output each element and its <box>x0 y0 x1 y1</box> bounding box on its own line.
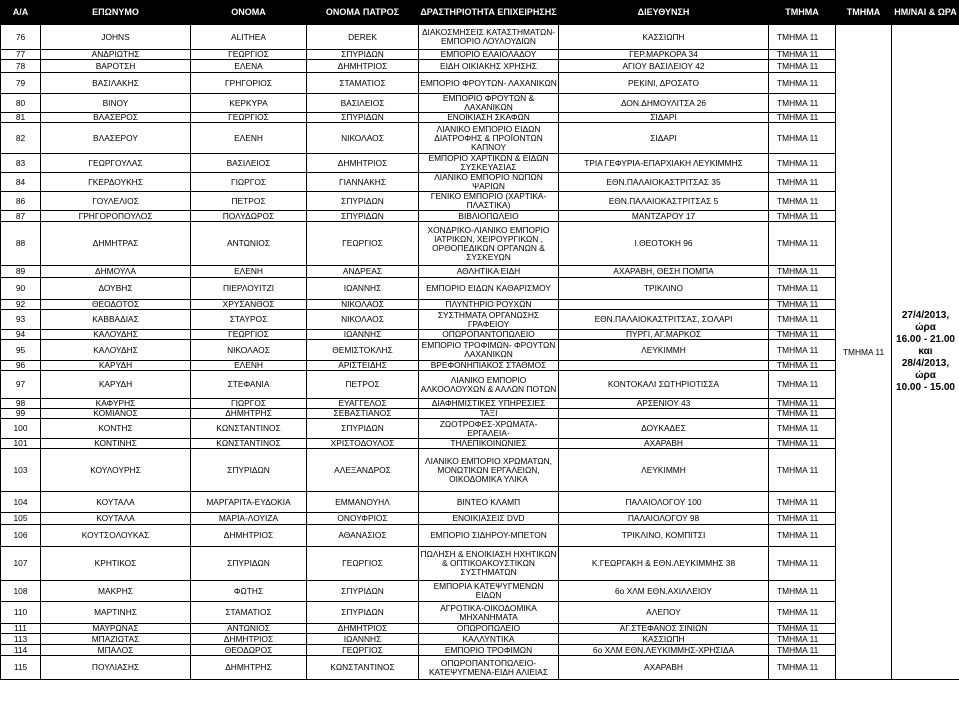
table-row <box>1 266 959 278</box>
table-row <box>1 73 959 94</box>
cell-address: ΚΟΝΤΟΚΑΛΙ ΣΩΤΗΡΙΟΤΙΣΣΑ <box>559 371 769 399</box>
cell-surname: ΚΟΜΙΑΝΟΣ <box>41 409 191 419</box>
cell-surname: ΚΑΡΥΔΗ <box>41 361 191 371</box>
cell-surname: ΚΡΗΤΙΚΟΣ <box>41 547 191 581</box>
cell-father: ΝΙΚΟΛΑΟΣ <box>307 123 419 154</box>
cell-name: ΠΕΤΡΟΣ <box>191 192 307 211</box>
cell-dept: ΤΜΗΜΑ 11 <box>769 399 836 409</box>
cell-dept: ΤΜΗΜΑ 11 <box>769 449 836 492</box>
cell-activity: ΔΙΑΚΟΣΜΗΣΕΙΣ ΚΑΤΑΣΤΗΜΑΤΩΝ-ΕΜΠΟΡΙΟ ΛΟΥΛΟΥΔΙΩΝ <box>419 25 559 50</box>
cell-surname: ΚΟΥΤΣΟΛΟΥΚΑΣ <box>41 525 191 547</box>
cell-dept: ΤΜΗΜΑ 11 <box>769 513 836 525</box>
cell-dept: ΤΜΗΜΑ 11 <box>769 525 836 547</box>
cell-name: ΣΤΕΦΑΝΙΑ <box>191 371 307 399</box>
table-row <box>1 310 959 330</box>
cell-activity: ΚΑΛΛΥΝΤΙΚΑ <box>419 634 559 645</box>
cell-address: ΑΡΣΕΝΙΟΥ 43 <box>559 399 769 409</box>
cell-activity: ΒΙΝΤΕΟ ΚΛΑΜΠ <box>419 492 559 513</box>
cell-address: ΣΙΔΑΡΙ <box>559 123 769 154</box>
cell-address: ΤΡΙΚΛΙΝΟ, ΚΟΜΠΙΤΣΙ <box>559 525 769 547</box>
cell-surname: ΔΗΜΟΥΛΑ <box>41 266 191 278</box>
schedule-cell <box>892 25 959 680</box>
cell-father: ΙΩΑΝΝΗΣ <box>307 634 419 645</box>
cell-address: ΚΑΣΣΙΩΠΗ <box>559 25 769 50</box>
table-row <box>1 439 959 449</box>
cell-address: ΑΓΙΟΥ ΒΑΣΙΛΕΙΟΥ 42 <box>559 60 769 73</box>
cell-address: ΑΧΑΡΑΒΗ, ΘΕΣΗ ΠΟΜΠΑ <box>559 266 769 278</box>
cell-activity: ΕΜΠΟΡΙΟ ΤΡΟΦΙΜΩΝ- ΦΡΟΥΤΩΝ ΛΑΧΑΝΙΚΩΝ <box>419 340 559 361</box>
cell-address: 6ο ΧΛΜ ΕΘΝ.ΑΧΙΛΛΕΙΟΥ <box>559 581 769 602</box>
cell-aa: 76 <box>1 25 41 50</box>
cell-dept: ΤΜΗΜΑ 11 <box>769 492 836 513</box>
cell-dept: ΤΜΗΜΑ 11 <box>769 656 836 680</box>
cell-surname: ΘΕΟΔΟΤΟΣ <box>41 300 191 310</box>
cell-address: ΕΘΝ.ΠΑΛΑΙΟΚΑΣΤΡΙΤΣΑΣ 5 <box>559 192 769 211</box>
cell-father: ΙΩΑΝΝΗΣ <box>307 278 419 300</box>
cell-activity: ΠΩΛΗΣΗ & ΕΝΟΙΚΙΑΣΗ ΗΧΗΤΙΚΩΝ & ΟΠΤΙΚΟΑΚΟΥΣΤΙΚΩΝ ΣΥΣΤΗΜΑΤΩΝ <box>419 547 559 581</box>
cell-father: ΟΝΟΥΦΡΙΟΣ <box>307 513 419 525</box>
cell-dept: ΤΜΗΜΑ 11 <box>769 60 836 73</box>
table-row <box>1 173 959 192</box>
cell-surname: ΜΠΑΖΙΩΤΑΣ <box>41 634 191 645</box>
table-row <box>1 513 959 525</box>
cell-aa: 111 <box>1 624 41 634</box>
cell-name: ΓΕΩΡΓΙΟΣ <box>191 50 307 60</box>
cell-activity: ΕΜΠΟΡΙΟ ΤΡΟΦΙΜΩΝ <box>419 645 559 656</box>
cell-activity: ΖΩΟΤΡΟΦΕΣ-ΧΡΩΜΑΤΑ- ΕΡΓΑΛΕΙΑ- <box>419 419 559 439</box>
cell-name: ΦΩΤΗΣ <box>191 581 307 602</box>
cell-aa: 80 <box>1 94 41 113</box>
cell-father: ΣΠΥΡΙΔΩΝ <box>307 602 419 624</box>
cell-aa: 97 <box>1 371 41 399</box>
cell-address: ΑΧΑΡΑΒΗ <box>559 439 769 449</box>
cell-aa: 105 <box>1 513 41 525</box>
cell-father: ΓΕΩΡΓΙΟΣ <box>307 222 419 266</box>
cell-name: ΧΡΥΣΑΝΘΟΣ <box>191 300 307 310</box>
cell-activity: ΕΜΠΟΡΙΟ ΦΡΟΥΤΩΝ- ΛΑΧΑΝΙΚΩΝ <box>419 73 559 94</box>
cell-name: ΕΛΕΝΗ <box>191 266 307 278</box>
cell-surname: ΜΑΚΡΗΣ <box>41 581 191 602</box>
cell-father: ΑΛΕΞΑΝΔΡΟΣ <box>307 449 419 492</box>
cell-aa: 90 <box>1 278 41 300</box>
cell-address: ΑΧΑΡΑΒΗ <box>559 656 769 680</box>
cell-father: ΣΠΥΡΙΔΩΝ <box>307 192 419 211</box>
cell-aa: 103 <box>1 449 41 492</box>
table-row <box>1 222 959 266</box>
cell-aa: 104 <box>1 492 41 513</box>
group-dept-cell: ΤΜΗΜΑ 11 <box>836 25 892 680</box>
cell-aa: 115 <box>1 656 41 680</box>
cell-dept: ΤΜΗΜΑ 11 <box>769 154 836 173</box>
cell-activity: ΤΑΞΙ <box>419 409 559 419</box>
cell-name: ΠΟΛΥΔΩΡΟΣ <box>191 211 307 222</box>
table-row <box>1 94 959 113</box>
cell-dept: ΤΜΗΜΑ 11 <box>769 73 836 94</box>
cell-aa: 78 <box>1 60 41 73</box>
cell-surname: ΜΑΡΤΙΝΗΣ <box>41 602 191 624</box>
cell-dept: ΤΜΗΜΑ 11 <box>769 409 836 419</box>
cell-activity: ΛΙΑΝΙΚΟ ΕΜΠΟΡΙΟ ΝΩΠΩΝ ΨΑΡΙΩΝ <box>419 173 559 192</box>
cell-name: ΔΗΜΗΤΡΗΣ <box>191 409 307 419</box>
table-row <box>1 419 959 439</box>
cell-name: ΠΙΕΡΛΟΥΙΤΖΙ <box>191 278 307 300</box>
cell-activity: ΣΥΣΤΗΜΑΤΑ ΟΡΓΑΝΩΣΗΣ ΓΡΑΦΕΙΟΥ <box>419 310 559 330</box>
cell-father: ΕΜΜΑΝΟΥΗΛ <box>307 492 419 513</box>
table-row <box>1 399 959 409</box>
cell-address: ΤΡΙΑ ΓΕΦΥΡΙΑ-ΕΠΑΡΧΙΑΚΗ ΛΕΥΚΙΜΜΗΣ <box>559 154 769 173</box>
cell-address: ΔΟΥΚΑΔΕΣ <box>559 419 769 439</box>
cell-dept: ΤΜΗΜΑ 11 <box>769 94 836 113</box>
cell-dept: ΤΜΗΜΑ 11 <box>769 50 836 60</box>
table-row <box>1 60 959 73</box>
cell-surname: ΑΝΔΡΙΩΤΗΣ <box>41 50 191 60</box>
cell-name: ΓΕΩΡΓΙΟΣ <box>191 113 307 123</box>
schedule-date1: 27/4/2013, ώρα <box>901 310 950 333</box>
cell-father: DEREK <box>307 25 419 50</box>
cell-name: ΓΕΩΡΓΙΟΣ <box>191 330 307 340</box>
cell-dept: ΤΜΗΜΑ 11 <box>769 310 836 330</box>
cell-surname: ΚΑΒΒΑΔΙΑΣ <box>41 310 191 330</box>
table-row <box>1 656 959 680</box>
cell-surname: ΜΠΑΛΟΣ <box>41 645 191 656</box>
cell-activity: ΤΗΛΕΠΙΚΟΙΝΩΝΙΕΣ <box>419 439 559 449</box>
cell-address: ΠΑΛΑΙΟΛΟΓΟΥ 98 <box>559 513 769 525</box>
table-row <box>1 50 959 60</box>
cell-father: ΑΝΔΡΕΑΣ <box>307 266 419 278</box>
cell-address: ΕΘΝ.ΠΑΛΑΙΟΚΑΣΤΡΙΤΣΑΣ 35 <box>559 173 769 192</box>
cell-activity: ΕΜΠΟΡΙΟ ΣΙΔΗΡΟΥ-ΜΠΕΤΟΝ <box>419 525 559 547</box>
cell-father: ΝΙΚΟΛΑΟΣ <box>307 300 419 310</box>
cell-name: ΝΙΚΟΛΑΟΣ <box>191 340 307 361</box>
cell-address: ΑΓ.ΣΤΕΦΑΝΟΣ ΣΙΝΙΩΝ <box>559 624 769 634</box>
cell-father: ΣΠΥΡΙΔΩΝ <box>307 50 419 60</box>
cell-father: ΔΗΜΗΤΡΙΟΣ <box>307 154 419 173</box>
cell-father: ΔΗΜΗΤΡΙΟΣ <box>307 60 419 73</box>
table-row <box>1 525 959 547</box>
cell-surname: JOHNS <box>41 25 191 50</box>
table-row <box>1 278 959 300</box>
table-row <box>1 300 959 310</box>
cell-name: ALITHEA <box>191 25 307 50</box>
cell-surname: ΚΟΝΤΙΝΗΣ <box>41 439 191 449</box>
cell-name: ΕΛΕΝΑ <box>191 60 307 73</box>
cell-father: ΣΠΥΡΙΔΩΝ <box>307 113 419 123</box>
cell-father: ΕΥΑΓΓΕΛΟΣ <box>307 399 419 409</box>
cell-activity: ΕΜΠΟΡΙΟ ΕΙΔΩΝ ΚΑΘΑΡΙΣΜΟΥ <box>419 278 559 300</box>
cell-surname: ΠΟΥΛΙΑΣΗΣ <box>41 656 191 680</box>
table-row <box>1 645 959 656</box>
cell-father: ΣΤΑΜΑΤΙΟΣ <box>307 73 419 94</box>
cell-address <box>559 300 769 310</box>
cell-dept: ΤΜΗΜΑ 11 <box>769 547 836 581</box>
cell-surname: ΒΙΝΟΥ <box>41 94 191 113</box>
cell-activity: ΛΙΑΝΙΚΟ ΕΜΠΟΡΙΟ ΑΛΚΟΟΛΟΥΧΩΝ & ΑΛΛΩΝ ΠΟΤΩΝ <box>419 371 559 399</box>
cell-aa: 94 <box>1 330 41 340</box>
cell-father: ΣΠΥΡΙΔΩΝ <box>307 581 419 602</box>
cell-surname: ΓΕΩΡΓΟΥΛΑΣ <box>41 154 191 173</box>
cell-address: ΑΛΕΠΟΥ <box>559 602 769 624</box>
cell-aa: 82 <box>1 123 41 154</box>
cell-activity: ΕΜΠΟΡΙΟ ΕΛΑΙΟΛΑΔΟΥ <box>419 50 559 60</box>
cell-father: ΓΙΑΝΝΑΚΗΣ <box>307 173 419 192</box>
cell-name: ΑΝΤΩΝΙΟΣ <box>191 624 307 634</box>
cell-name: ΓΙΩΡΓΟΣ <box>191 173 307 192</box>
cell-address <box>559 409 769 419</box>
cell-activity: ΕΜΠΟΡΙΟ ΧΑΡΤΙΚΩΝ & ΕΙΔΩΝ ΣΥΣΚΕΥΑΣΙΑΣ <box>419 154 559 173</box>
cell-name: ΔΗΜΗΤΡΗΣ <box>191 656 307 680</box>
cell-dept: ΤΜΗΜΑ 11 <box>769 192 836 211</box>
cell-aa: 88 <box>1 222 41 266</box>
cell-name: ΣΤΑΜΑΤΙΟΣ <box>191 602 307 624</box>
cell-aa: 98 <box>1 399 41 409</box>
cell-name: ΚΩΝΣΤΑΝΤΙΝΟΣ <box>191 419 307 439</box>
schedule-and: και <box>918 346 933 357</box>
cell-aa: 92 <box>1 300 41 310</box>
table-row <box>1 547 959 581</box>
cell-name: ΚΩΝΣΤΑΝΤΙΝΟΣ <box>191 439 307 449</box>
cell-surname: ΚΟΥΛΟΥΡΗΣ <box>41 449 191 492</box>
table-row <box>1 211 959 222</box>
cell-dept: ΤΜΗΜΑ 11 <box>769 211 836 222</box>
cell-name: ΒΑΣΙΛΕΙΟΣ <box>191 154 307 173</box>
cell-name: ΑΝΤΩΝΙΟΣ <box>191 222 307 266</box>
cell-activity: ΛΙΑΝΙΚΟ ΕΜΠΟΡΙΟ ΕΙΔΩΝ ΔΙΑΤΡΟΦΗΣ & ΠΡΟΪΟΝΤΩΝ ΚΑΠΝΟΥ <box>419 123 559 154</box>
cell-aa: 114 <box>1 645 41 656</box>
cell-name: ΔΗΜΗΤΡΙΟΣ <box>191 634 307 645</box>
col-header-dept: ΤΜΗΜΑ <box>769 1 836 25</box>
cell-name: ΘΕΟΔΩΡΟΣ <box>191 645 307 656</box>
cell-dept: ΤΜΗΜΑ 11 <box>769 624 836 634</box>
cell-aa: 106 <box>1 525 41 547</box>
cell-dept: ΤΜΗΜΑ 11 <box>769 645 836 656</box>
cell-activity: ΑΘΛΗΤΙΚΑ ΕΙΔΗ <box>419 266 559 278</box>
cell-address: ΛΕΥΚΙΜΜΗ <box>559 340 769 361</box>
cell-dept: ΤΜΗΜΑ 11 <box>769 371 836 399</box>
cell-father: ΒΑΣΙΛΕΙΟΣ <box>307 94 419 113</box>
cell-father: ΣΠΥΡΙΔΩΝ <box>307 419 419 439</box>
cell-address: 6ο ΧΛΜ ΕΘΝ.ΛΕΥΚΙΜΜΗΣ-ΧΡΗΣΙΔΑ <box>559 645 769 656</box>
cell-father: ΚΩΝΣΤΑΝΤΙΝΟΣ <box>307 656 419 680</box>
cell-aa: 79 <box>1 73 41 94</box>
cell-father: ΝΙΚΟΛΑΟΣ <box>307 310 419 330</box>
cell-aa: 99 <box>1 409 41 419</box>
cell-aa: 84 <box>1 173 41 192</box>
cell-address: Ι.ΘΕΟΤΟΚΗ 96 <box>559 222 769 266</box>
cell-father: ΔΗΜΗΤΡΙΟΣ <box>307 624 419 634</box>
cell-aa: 87 <box>1 211 41 222</box>
header-row <box>1 1 959 25</box>
table-row <box>1 340 959 361</box>
table-row <box>1 123 959 154</box>
cell-father: ΑΡΙΣΤΕΙΔΗΣ <box>307 361 419 371</box>
cell-activity: ΕΜΠΟΡΙΑ ΚΑΤΕΨΥΓΜΕΝΩΝ ΕΙΔΩΝ <box>419 581 559 602</box>
cell-surname: ΜΑΥΡΩΝΑΣ <box>41 624 191 634</box>
cell-dept: ΤΜΗΜΑ 11 <box>769 330 836 340</box>
cell-father: ΧΡΙΣΤΟΔΟΥΛΟΣ <box>307 439 419 449</box>
cell-name: ΣΠΥΡΙΔΩΝ <box>191 547 307 581</box>
cell-surname: ΓΡΗΓΟΡΟΠΟΥΛΟΣ <box>41 211 191 222</box>
cell-activity: ΕΙΔΗ ΟΙΚΙΑΚΗΣ ΧΡΗΣΗΣ <box>419 60 559 73</box>
cell-aa: 93 <box>1 310 41 330</box>
cell-surname: ΓΟΥΛΕΛΙΟΣ <box>41 192 191 211</box>
cell-surname: ΒΛΑΣΕΡΟΥ <box>41 123 191 154</box>
cell-address: ΣΙΔΑΡΙ <box>559 113 769 123</box>
cell-surname: ΓΚΕΡΔΟΥΚΗΣ <box>41 173 191 192</box>
cell-dept: ΤΜΗΜΑ 11 <box>769 173 836 192</box>
schedule-date2: 28/4/2013, ώρα <box>901 358 950 381</box>
cell-aa: 81 <box>1 113 41 123</box>
cell-name: ΜΑΡΓΑΡΙΤΑ-ΕΥΔΟΚΙΑ <box>191 492 307 513</box>
cell-surname: ΚΑΦΥΡΗΣ <box>41 399 191 409</box>
cell-dept: ΤΜΗΜΑ 11 <box>769 634 836 645</box>
table-row <box>1 371 959 399</box>
cell-address: ΛΕΥΚΙΜΜΗ <box>559 449 769 492</box>
cell-surname: ΚΑΛΟΥΔΗΣ <box>41 330 191 340</box>
col-header-address: ΔΙΕΥΘΥΝΣΗ <box>559 1 769 25</box>
table-row <box>1 409 959 419</box>
col-header-surname: ΕΠΩΝΥΜΟ <box>41 1 191 25</box>
col-header-datetime: ΗΜ/ΝΑΙ & ΩΡΑ <box>892 1 959 25</box>
cell-father: ΑΘΑΝΑΣΙΟΣ <box>307 525 419 547</box>
cell-address: ΠΥΡΓΙ, ΑΓ.ΜΑΡΚΟΣ <box>559 330 769 340</box>
cell-address: ΤΡΙΚΛΙΝΟ <box>559 278 769 300</box>
col-header-aa: Α/Α <box>1 1 41 25</box>
cell-dept: ΤΜΗΜΑ 11 <box>769 602 836 624</box>
cell-address: ΓΕΡ.ΜΑΡΚΟΡΑ 34 <box>559 50 769 60</box>
cell-dept: ΤΜΗΜΑ 11 <box>769 300 836 310</box>
cell-aa: 101 <box>1 439 41 449</box>
cell-dept: ΤΜΗΜΑ 11 <box>769 581 836 602</box>
cell-surname: ΒΑΣΙΛΑΚΗΣ <box>41 73 191 94</box>
cell-dept: ΤΜΗΜΑ 11 <box>769 25 836 50</box>
cell-name: ΕΛΕΝΗ <box>191 123 307 154</box>
cell-father: ΣΠΥΡΙΔΩΝ <box>307 211 419 222</box>
cell-aa: 86 <box>1 192 41 211</box>
table-row <box>1 602 959 624</box>
cell-aa: 77 <box>1 50 41 60</box>
cell-activity: ΑΓΡΟΤΙΚΑ-ΟΙΚΟΔΟΜΙΚΑ ΜΗΧΑΝΗΜΑΤΑ <box>419 602 559 624</box>
cell-aa: 113 <box>1 634 41 645</box>
cell-name: ΓΙΩΡΓΟΣ <box>191 399 307 409</box>
cell-address: ΠΑΛΑΙΟΛΟΓΟΥ 100 <box>559 492 769 513</box>
cell-dept: ΤΜΗΜΑ 11 <box>769 419 836 439</box>
cell-activity: ΠΛΥΝΤΗΡΙΟ ΡΟΥΧΩΝ <box>419 300 559 310</box>
cell-address: ΚΑΣΣΙΩΠΗ <box>559 634 769 645</box>
cell-name: ΣΠΥΡΙΔΩΝ <box>191 449 307 492</box>
cell-dept: ΤΜΗΜΑ 11 <box>769 439 836 449</box>
cell-dept: ΤΜΗΜΑ 11 <box>769 123 836 154</box>
cell-activity: ΔΙΑΦΗΜΙΣΤΙΚΕΣ ΥΠΗΡΕΣΙΕΣ <box>419 399 559 409</box>
cell-surname: ΔΗΜΗΤΡΑΣ <box>41 222 191 266</box>
cell-surname: ΚΟΥΤΑΛΑ <box>41 513 191 525</box>
col-header-dept-group: ΤΜΗΜΑ <box>836 1 892 25</box>
cell-aa: 110 <box>1 602 41 624</box>
cell-surname: ΚΑΛΟΥΔΗΣ <box>41 340 191 361</box>
cell-surname: ΒΑΡΟΤΣΗ <box>41 60 191 73</box>
table-row <box>1 154 959 173</box>
cell-father: ΓΕΩΡΓΙΟΣ <box>307 547 419 581</box>
cell-surname: ΒΛΑΣΕΡΟΣ <box>41 113 191 123</box>
cell-activity: ΕΝΟΙΚΙΑΣΗ ΣΚΑΦΩΝ <box>419 113 559 123</box>
cell-dept: ΤΜΗΜΑ 11 <box>769 222 836 266</box>
cell-name: ΕΛΕΝΗ <box>191 361 307 371</box>
cell-aa: 95 <box>1 340 41 361</box>
col-header-father: ΟΝΟΜΑ ΠΑΤΡΟΣ <box>307 1 419 25</box>
cell-address: ΡΕΚΙΝΙ, ΔΡΟΣΑΤΟ <box>559 73 769 94</box>
cell-address <box>559 361 769 371</box>
cell-father: ΓΕΩΡΓΙΟΣ <box>307 645 419 656</box>
cell-name: ΔΗΜΗΤΡΙΟΣ <box>191 525 307 547</box>
cell-aa: 89 <box>1 266 41 278</box>
table-row <box>1 25 959 50</box>
cell-activity: ΛΙΑΝΙΚΟ ΕΜΠΟΡΙΟ ΧΡΩΜΑΤΩΝ, ΜΟΝΩΤΙΚΩΝ ΕΡΓΑΛΕΙΩΝ, ΟΙΚΟΔΟΜΙΚΑ ΥΛΙΚΑ <box>419 449 559 492</box>
cell-aa: 96 <box>1 361 41 371</box>
cell-surname: ΚΟΥΤΑΛΑ <box>41 492 191 513</box>
cell-surname: ΚΟΝΤΗΣ <box>41 419 191 439</box>
table-row <box>1 634 959 645</box>
table-row <box>1 192 959 211</box>
table-row <box>1 113 959 123</box>
cell-activity: ΒΡΕΦΟΝΗΠΙΑΚΟΣ ΣΤΑΘΜΟΣ <box>419 361 559 371</box>
schedule-time1: 16.00 - 21.00 <box>896 334 955 345</box>
cell-dept: ΤΜΗΜΑ 11 <box>769 278 836 300</box>
cell-aa: 100 <box>1 419 41 439</box>
cell-activity: ΕΜΠΟΡΙΟ ΦΡΟΥΤΩΝ & ΛΑΧΑΝΙΚΩΝ <box>419 94 559 113</box>
table-row <box>1 581 959 602</box>
cell-father: ΘΕΜΙΣΤΟΚΛΗΣ <box>307 340 419 361</box>
cell-name: ΣΤΑΥΡΟΣ <box>191 310 307 330</box>
cell-aa: 107 <box>1 547 41 581</box>
table-row <box>1 624 959 634</box>
cell-activity: ΓΕΝΙΚΟ ΕΜΠΟΡΙΟ (ΧΑΡΤΙΚΑ- ΠΛΑΣΤΙΚΑ) <box>419 192 559 211</box>
cell-address: Κ.ΓΕΩΡΓΑΚΗ & ΕΘΝ.ΛΕΥΚΙΜΜΗΣ 38 <box>559 547 769 581</box>
cell-activity: ΟΠΩΡΟΠΑΝΤΟΠΩΛΕΙΟ <box>419 330 559 340</box>
col-header-name: ΟΝΟΜΑ <box>191 1 307 25</box>
cell-address: ΜΑΝΤΖΑΡΟΥ 17 <box>559 211 769 222</box>
table-row <box>1 449 959 492</box>
cell-name: ΜΑΡΙΑ-ΛΟΥΙΖΑ <box>191 513 307 525</box>
cell-activity: ΧΟΝΔΡΙΚΟ-ΛΙΑΝΙΚΟ ΕΜΠΟΡΙΟ ΙΑΤΡΙΚΩΝ, ΧΕΙΡΟΥΡΓΙΚΩΝ , ΟΡΘΟΠΕΔΙΚΩΝ ΟΡΓΑΝΩΝ & ΣΥΣΚΕΥΩΝ <box>419 222 559 266</box>
cell-aa: 83 <box>1 154 41 173</box>
table-row <box>1 361 959 371</box>
cell-father: ΠΕΤΡΟΣ <box>307 371 419 399</box>
cell-father: ΙΩΑΝΝΗΣ <box>307 330 419 340</box>
cell-activity: ΟΠΩΡΟΠΩΛΕΙΟ <box>419 624 559 634</box>
cell-activity: ΕΝΟΙΚΙΑΣΕΙΣ DVD <box>419 513 559 525</box>
table-body <box>1 25 959 680</box>
cell-aa: 108 <box>1 581 41 602</box>
cell-father: ΣΕΒΑΣΤΙΑΝΟΣ <box>307 409 419 419</box>
table-row <box>1 492 959 513</box>
cell-dept: ΤΜΗΜΑ 11 <box>769 266 836 278</box>
cell-activity: ΒΙΒΛΙΟΠΩΛΕΙΟ <box>419 211 559 222</box>
cell-name: ΓΡΗΓΟΡΙΟΣ <box>191 73 307 94</box>
col-header-activity: ΔΡΑΣΤΗΡΙΟΤΗΤΑ ΕΠΙΧΕΙΡΗΣΗΣ <box>419 1 559 25</box>
cell-name: ΚΕΡΚΥΡΑ <box>191 94 307 113</box>
cell-dept: ΤΜΗΜΑ 11 <box>769 113 836 123</box>
cell-dept: ΤΜΗΜΑ 11 <box>769 361 836 371</box>
cell-surname: ΚΑΡΥΔΗ <box>41 371 191 399</box>
cell-address: ΔΟΝ.ΔΗΜΟΥΛΙΤΣΑ 26 <box>559 94 769 113</box>
cell-surname: ΔΟΥΒΗΣ <box>41 278 191 300</box>
cell-activity: ΟΠΩΡΟΠΑΝΤΟΠΩΛΕΙΟ- ΚΑΤΕΨΥΓΜΕΝΑ-ΕΙΔΗ ΑΛΙΕΙΑΣ <box>419 656 559 680</box>
table-row <box>1 330 959 340</box>
schedule-time2: 10.00 - 15.00 <box>896 382 955 393</box>
cell-dept: ΤΜΗΜΑ 11 <box>769 340 836 361</box>
cell-address: ΕΘΝ.ΠΑΛΑΙΟΚΑΣΤΡΙΤΣΑΣ, ΣΟΛΑΡΙ <box>559 310 769 330</box>
